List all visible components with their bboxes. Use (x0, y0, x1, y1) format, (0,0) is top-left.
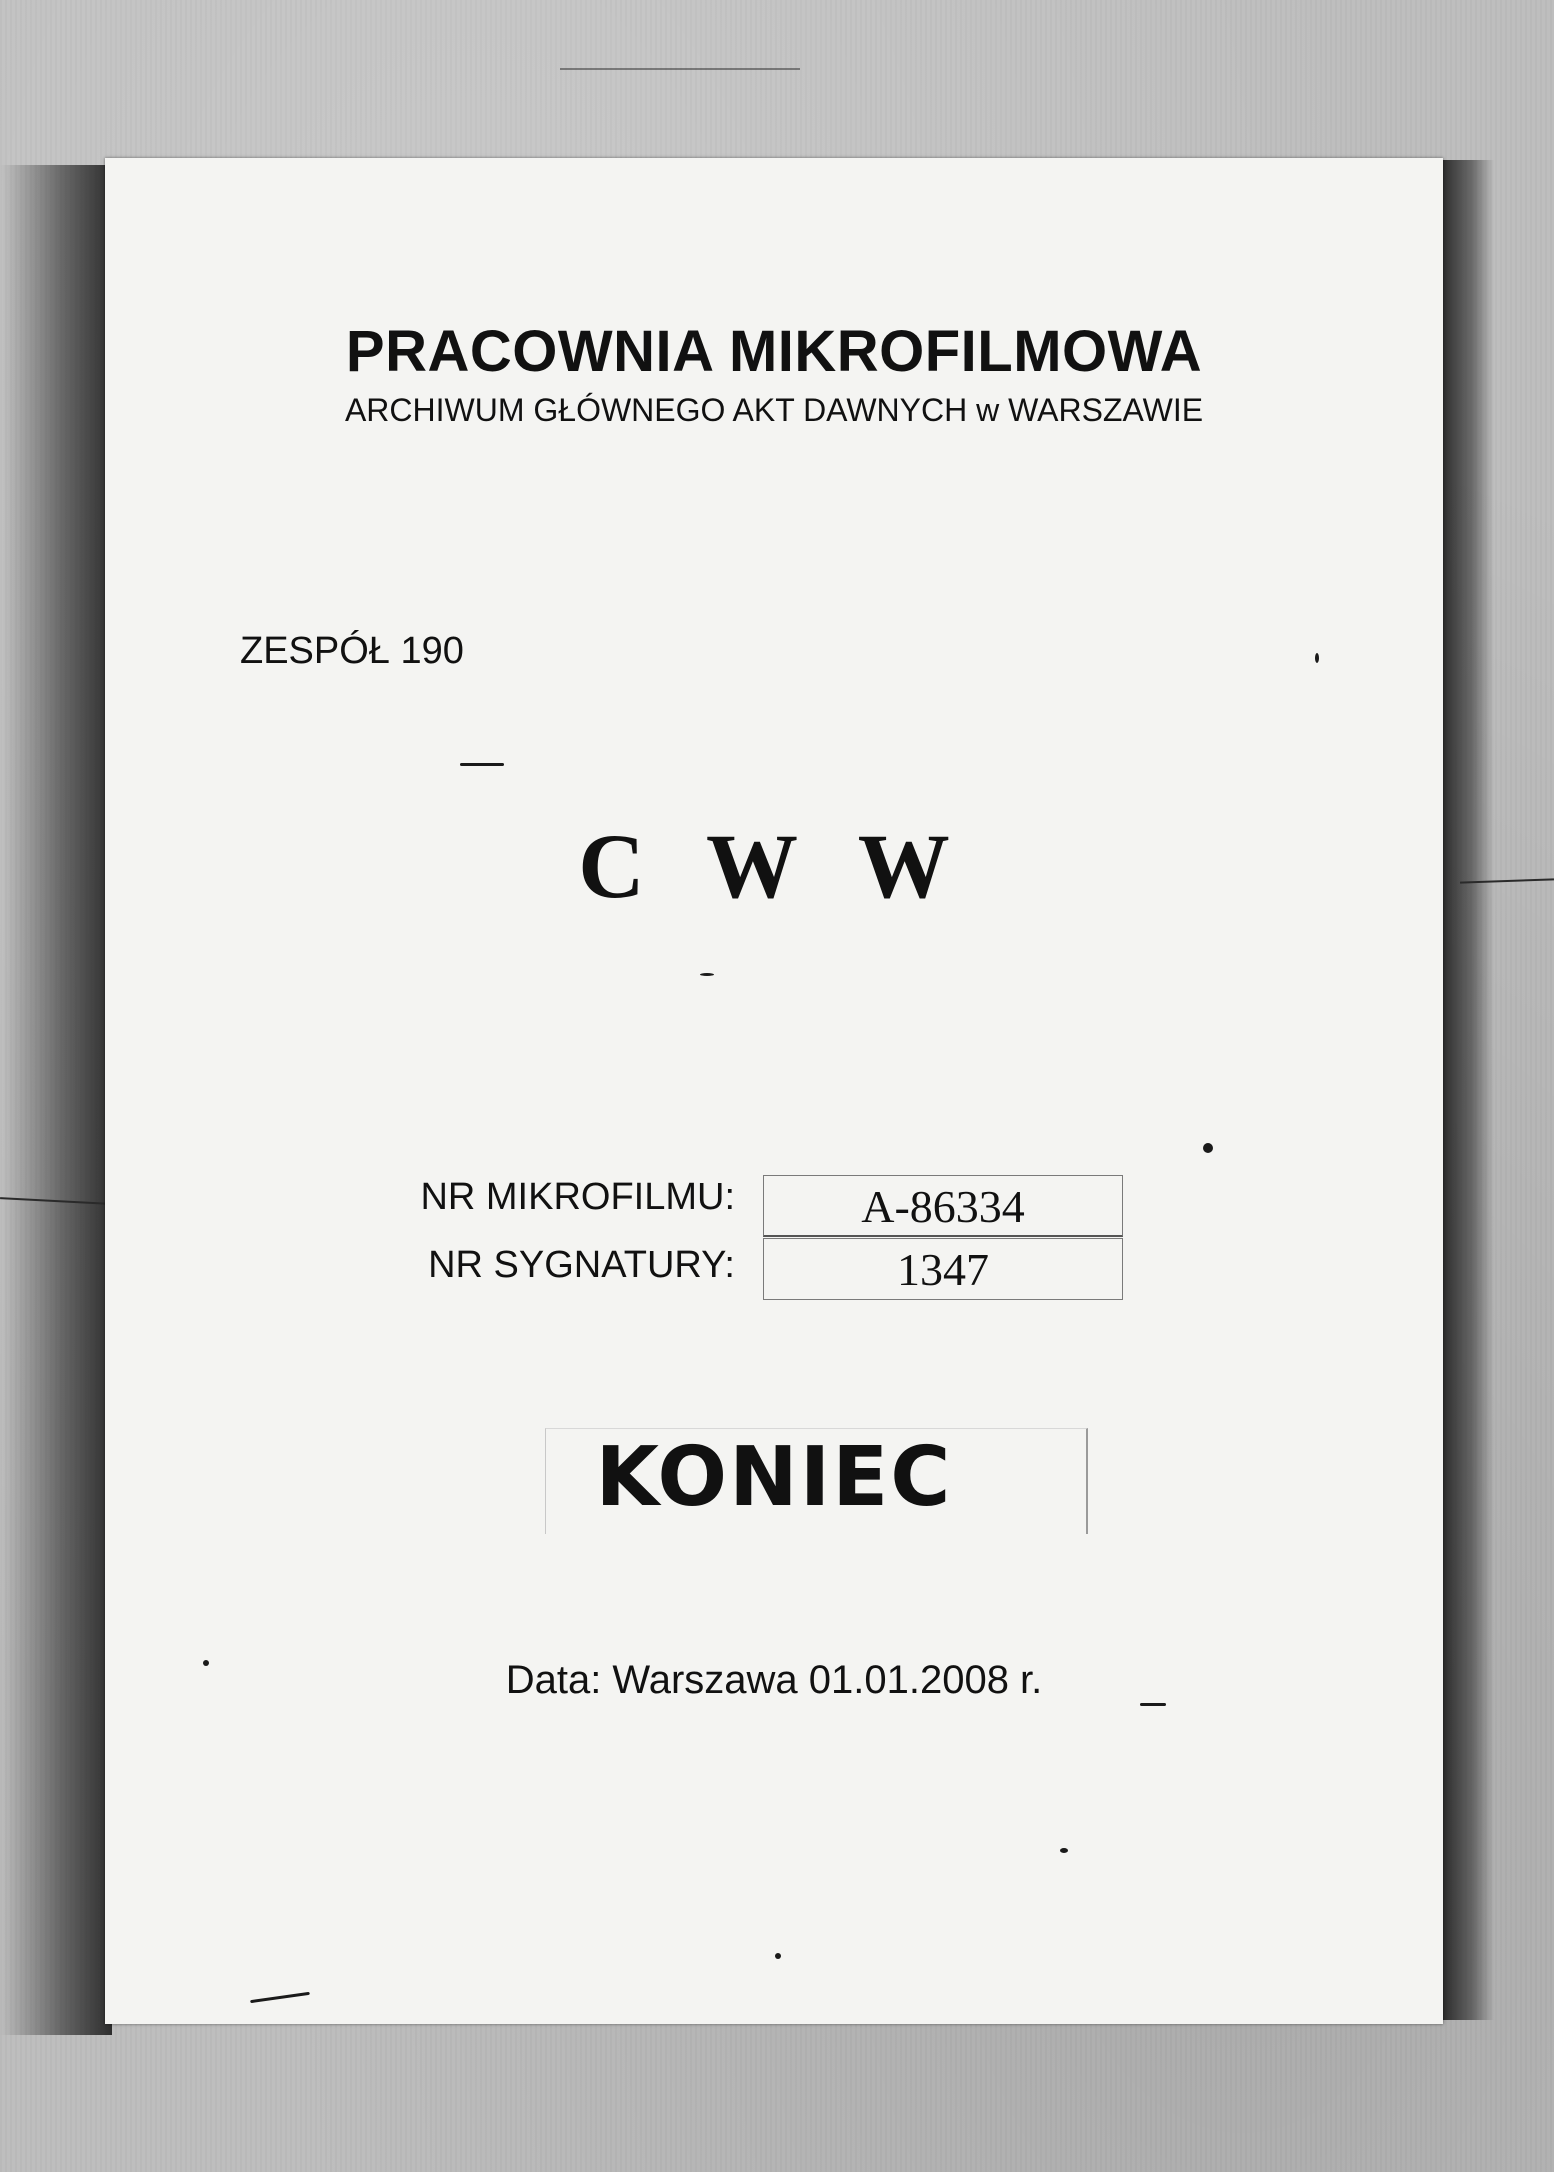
date-line: Data: Warszawa 01.01.2008 r. (505, 1658, 1043, 1702)
fond-number: ZESPÓŁ 190 (240, 630, 464, 672)
dust-speck (1140, 1703, 1166, 1706)
microfilm-number-label: NR MIKROFILMU: (420, 1176, 735, 1218)
dust-speck (1315, 653, 1319, 663)
film-scratch (560, 68, 800, 70)
page-title: PRACOWNIA MIKROFILMOWA (345, 319, 1203, 384)
dust-speck (250, 1992, 310, 2003)
dust-speck (203, 1660, 209, 1666)
microfilm-number-value: A-86334 (763, 1175, 1123, 1237)
end-marker: KONIEC (595, 1430, 953, 1525)
signature-number-label: NR SYGNATURY: (428, 1244, 735, 1286)
collection-code: C W W (578, 815, 970, 917)
dust-speck (1203, 1143, 1213, 1153)
page-subtitle: ARCHIWUM GŁÓWNEGO AKT DAWNYCH w WARSZAWIE (344, 392, 1204, 428)
right-edge-shadow (1440, 160, 1494, 2020)
dust-speck (460, 763, 504, 766)
dust-speck (775, 1953, 781, 1959)
dust-speck (700, 973, 714, 976)
dust-speck (1060, 1848, 1068, 1853)
left-edge-shadow (0, 165, 112, 2035)
signature-number-value: 1347 (763, 1238, 1123, 1300)
target-card (105, 158, 1443, 2024)
